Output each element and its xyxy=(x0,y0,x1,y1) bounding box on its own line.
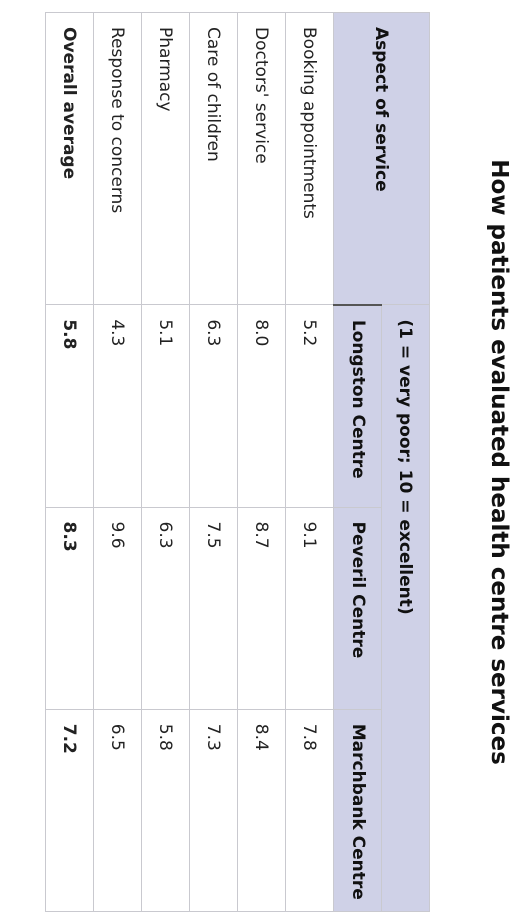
cell-value: 4.3 xyxy=(94,305,142,507)
column-header-longston: Longston Centre xyxy=(334,305,382,507)
overall-row xyxy=(46,13,94,912)
row-label: Doctors' service xyxy=(238,13,286,305)
cell-value: 5.8 xyxy=(46,305,94,507)
services-table xyxy=(45,12,430,912)
table-row xyxy=(238,13,286,912)
cell-value: 7.8 xyxy=(286,709,334,911)
row-label: Pharmacy xyxy=(142,13,190,305)
cell-value: 8.4 xyxy=(238,709,286,911)
cell-value: 8.0 xyxy=(238,305,286,507)
cell-value: 5.2 xyxy=(286,305,334,507)
row-label: Response to concerns xyxy=(94,13,142,305)
cell-value: 7.3 xyxy=(190,709,238,911)
scale-note: (1 = very poor; 10 = excellent) xyxy=(382,305,430,912)
table-row xyxy=(142,13,190,912)
cell-value: 9.1 xyxy=(286,507,334,709)
table-row xyxy=(286,13,334,912)
cell-value: 5.8 xyxy=(142,709,190,911)
column-header-peveril: Peveril Centre xyxy=(334,507,382,709)
cell-value: 7.2 xyxy=(46,709,94,911)
row-label: Booking appointments xyxy=(286,13,334,305)
cell-value: 9.6 xyxy=(94,507,142,709)
column-header-aspect: Aspect of service xyxy=(334,13,430,305)
row-label: Care of children xyxy=(190,13,238,305)
header-row-scale xyxy=(382,13,430,912)
table-row xyxy=(190,13,238,912)
cell-value: 5.1 xyxy=(142,305,190,507)
cell-value: 8.7 xyxy=(238,507,286,709)
cell-value: 6.5 xyxy=(94,709,142,911)
table-title: How patients evaluated health centre services xyxy=(486,159,512,765)
cell-value: 6.3 xyxy=(190,305,238,507)
cell-value: 8.3 xyxy=(46,507,94,709)
table-row xyxy=(94,13,142,912)
cell-value: 6.3 xyxy=(142,507,190,709)
cell-value: 7.5 xyxy=(190,507,238,709)
row-label: Overall average xyxy=(46,13,94,305)
column-header-marchbank: Marchbank Centre xyxy=(334,709,382,911)
